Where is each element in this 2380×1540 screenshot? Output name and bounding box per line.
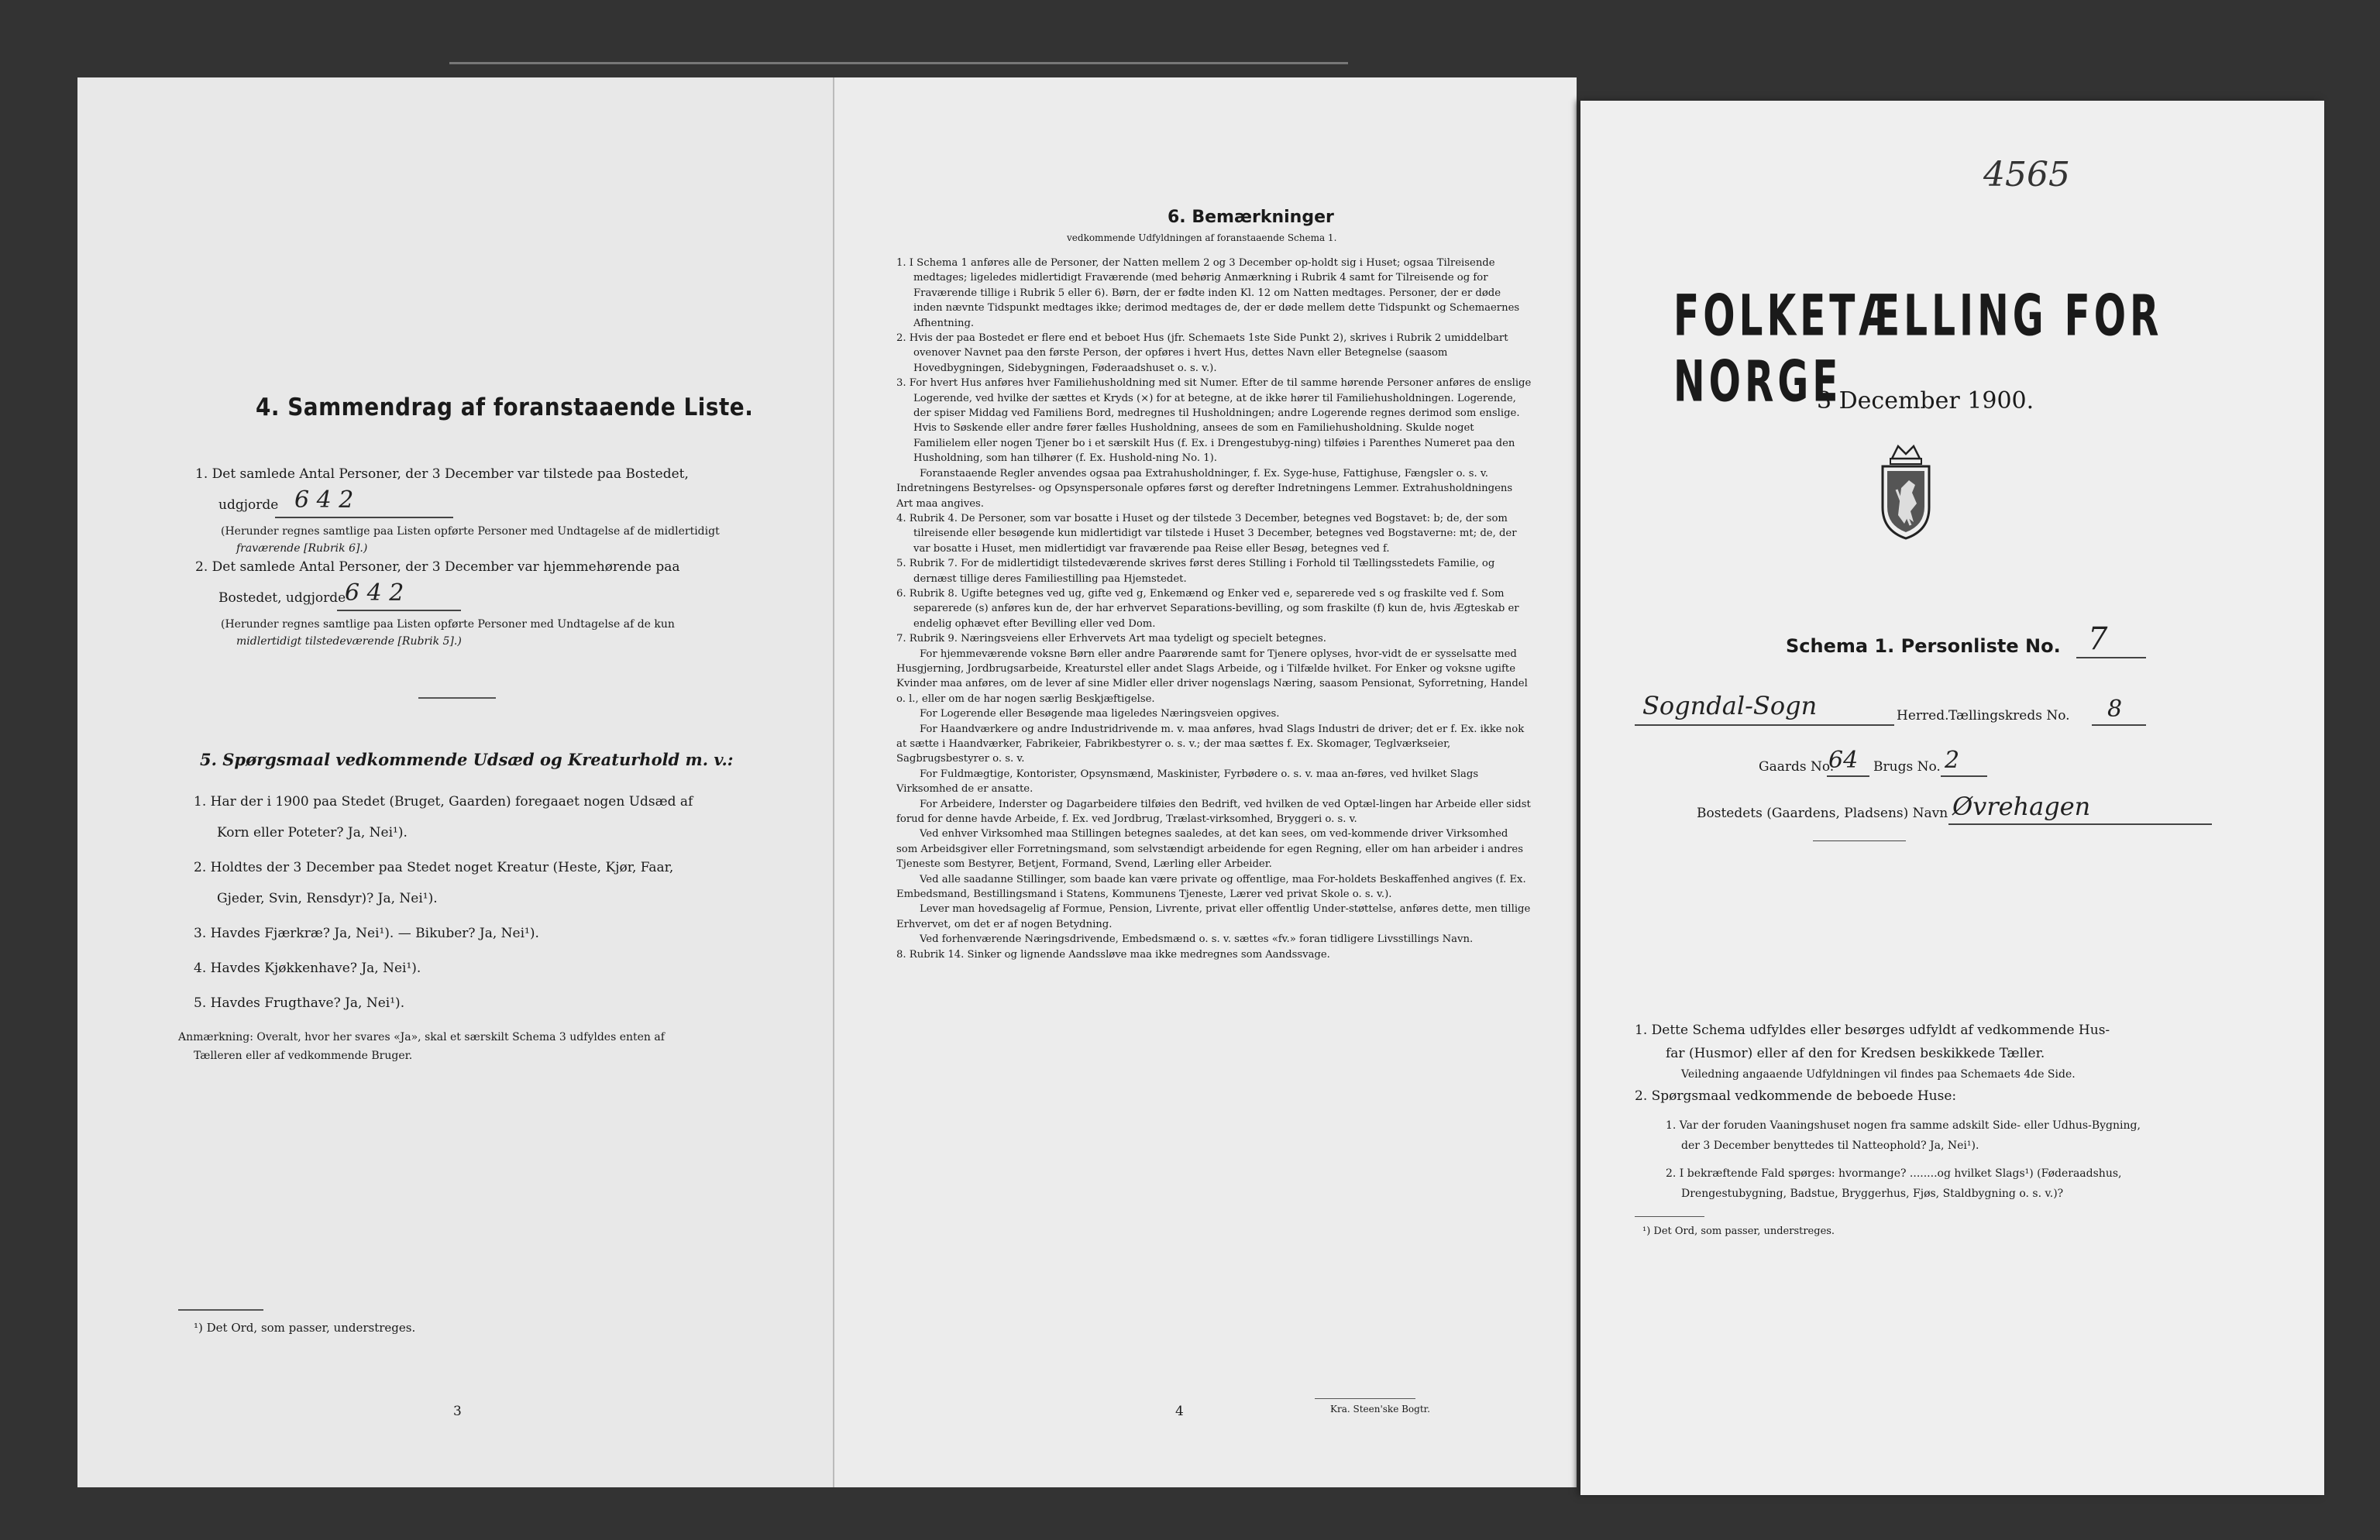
rule-paragraph: 6. Rubrik 8. Ugifte betegnes ved ug, gifte ved g, Enkemænd og Enker ved e, separerede ved s og fraskilte ved f. Som separerede (s) anføres kun de, der har erhvervet Separations-bevilling, og som fraskilte (f) kun de, hvis Ægteskab er endelig ophævet efter Bevilling eller ved Dom.	[896, 587, 1519, 630]
rule-paragraph: Ved forhenværende Næringsdrivende, Embedsmænd o. s. v. sættes «fv.» foran tidligere Livsstillings Navn.	[920, 933, 1474, 946]
summary-line-1b: udgjorde	[218, 497, 279, 513]
section-divider	[418, 697, 496, 699]
page-number: 4	[1175, 1404, 1184, 1419]
rule-paragraph: Ved enhver Virksomhed maa Stillingen betegnes saaledes, at det kan sees, om ved-kommende driver Virksomhed som Arbeidsgiver eller Forretningsmand, som selvstændigt arbeidende for egen Regning, eller om han arbeider i andres Tjeneste som Bestyrer, Betjent, Formand, Svend, Lærling eller Arbeider.	[896, 828, 1523, 871]
question-2b: Gjeder, Svin, Rensdyr)? Ja, Nei¹).	[217, 891, 438, 906]
footnote-divider	[1635, 1216, 1704, 1217]
footnote-divider	[178, 1309, 263, 1311]
rule-paragraph: For Arbeidere, Inderster og Dagarbeidere tilføies den Bedrift, ved hvilken de ved Optæl-lingen har Arbeide eller sidst forud for denne havde Arbeide, f. Ex. ved Jordbrug, Trælast-virksomhed, Bryggeri o. s. v.	[896, 798, 1531, 826]
present-count-handwritten: 6 4 2	[294, 486, 354, 514]
rule-paragraph: For Haandværkere og andre Industridrivende m. v. maa anføres, hvad Slags Industri de driver; det er f. Ex. ikke nok at sætte i Haandværker, Fabrikeier, Fabrikbestyrer o. s. v.; der maa sættes f. Ex. Skomager, Teglværkseier, Sagbrugsbestyrer o. s. v.	[896, 723, 1525, 765]
rule-paragraph: 8. Rubrik 14. Sinker og lignende Aandssløve maa ikke medregnes som Aandssvage.	[896, 948, 1330, 961]
kreds-handwritten: 8	[2107, 696, 2123, 723]
personliste-number-handwritten: 7	[2088, 621, 2108, 657]
fill-line	[1827, 775, 1869, 777]
summary-line-1: 1. Det samlede Antal Personer, der 3 December var tilstede paa Bostedet,	[195, 466, 689, 482]
question-5: 5. Havdes Frugthave? Ja, Nei¹).	[194, 995, 405, 1011]
fill-line	[1813, 840, 1906, 841]
fill-line	[1635, 724, 1894, 726]
fill-line	[2092, 724, 2146, 726]
summary-note-1a: (Herunder regnes samtlige paa Listen opførte Personer med Undtagelse af de midlertidigt	[221, 525, 720, 538]
kreds-label: Tællingskreds No.	[1948, 708, 2070, 724]
page-3-summary	[77, 77, 833, 1487]
page-number: 3	[453, 1404, 462, 1419]
rule-paragraph: For Fuldmægtige, Kontorister, Opsynsmænd, Maskinister, Fyrbødere o. s. v. maa an-føres, ved hvilket Slags Virksomhed de er ansatte.	[896, 768, 1479, 796]
remark-line-2: Tælleren eller af vedkommende Bruger.	[194, 1050, 413, 1062]
question-2a: 2. Holdtes der 3 December paa Stedet noget Kreatur (Heste, Kjør, Faar,	[194, 860, 674, 875]
remarks-text	[896, 256, 1532, 962]
brugs-handwritten: 2	[1945, 747, 1960, 774]
resident-count-handwritten: 6 4 2	[345, 579, 404, 607]
page-4-remarks	[833, 77, 1577, 1487]
herred-label: Herred.	[1897, 708, 1949, 724]
bosted-handwritten: Øvrehagen	[1952, 792, 2091, 821]
top-edge-line	[449, 62, 1348, 64]
rule-paragraph: 1. I Schema 1 anføres alle de Personer, der Natten mellem 2 og 3 December op-holdt sig i Huset; ogsaa Tilreisende medtages; ligeledes midlertidigt Fraværende (med behørig Anmærkning i Rubrik 4 samt for Tilreisende og for Fraværende tillige i Rubrik 5 eller 6). Børn, der er fødte inden Kl. 12 om Natten medtages. Personer, der er døde inden nævnte Tidspunkt medtages ikke; derimod medtages de, der er døde mellem dette Tidspunkt og Schemaernes Afhentning.	[896, 257, 1520, 329]
question-3: 3. Havdes Fjærkræ? Ja, Nei¹). — Bikuber? Ja, Nei¹).	[194, 926, 539, 941]
summary-note-2b: midlertidigt tilstedeværende [Rubrik 5].)	[236, 635, 462, 648]
instruction-2-2b: Drengestubygning, Badstue, Bryggerhus, Fjøs, Staldbygning o. s. v.)?	[1681, 1188, 2064, 1200]
fill-line	[275, 517, 453, 518]
heading-section-5: 5. Spørgsmaal vedkommende Udsæd og Kreaturhold m. v.:	[200, 750, 734, 769]
footnote: ¹) Det Ord, som passer, understreges.	[1642, 1225, 1835, 1237]
rule-paragraph: 3. For hvert Hus anføres hver Familiehusholdning med sit Numer. Efter de til samme hørende Personer anføres de enslige Logerende, ved hvilke der sættes et Kryds (×) for at betegne, at de ikke hører til Familiehusholdningen. Logerende, der spiser Middag ved Familiens Bord, medregnes til Husholdningen; andre Logerende regnes derimod som enslige. Hvis to Søskende eller andre fører fælles Husholdning, ansees de som en Familiehusholdning. Skulde noget Familielem eller nogen Tjener bo i et særskilt Hus (f. Ex. i Drengestubyg-ning) tilføies i Parenthes Numeret paa den Husholdning, som han tilhører (f. Ex. Hushold-ning No. 1).	[896, 377, 1532, 465]
summary-note-1b: fraværende [Rubrik 6].)	[236, 542, 368, 555]
norwegian-coat-of-arms-icon	[1875, 442, 1937, 542]
herred-handwritten: Sogndal-Sogn	[1642, 691, 1818, 720]
rule-paragraph: Ved alle saadanne Stillinger, som baade kan være private og offentlige, maa For-holdets Beskaffenhed angives (f. Ex. Embedsmand, Bestillingsmand i Statens, Kommunens Tjeneste, Lærer ved privat Skole o. s. v.).	[896, 873, 1526, 901]
fill-line	[1948, 823, 2212, 825]
rule-paragraph: 4. Rubrik 4. De Personer, som var bosatte i Huset og der tilstede 3 December, betegnes ved Bogstavet: b; de, der som tilreisende eller besøgende kun midlertidigt var tilstede i Huset 3 December, betegnes ved Bogstaverne: mt; de, der var bosatte i Huset, men midlertidigt var fraværende paa Reise eller Besøg, betegnes ved f.	[896, 512, 1517, 555]
footnote: ¹) Det Ord, som passer, understreges.	[194, 1321, 416, 1335]
instruction-2-2a: 2. I bekræftende Fald spørges: hvormange? ........og hvilket Slags¹) (Føderaadshus,	[1666, 1167, 2122, 1180]
rule-paragraph: For hjemmeværende voksne Børn eller andre Paarørende samt for Tjenere oplyses, hvor-vidt de er sysselsatte med Husgjerning, Jordbrugsarbeide, Kreaturstel eller andet Slags Arbeide, og i Tilfælde hvilket. For Enker og voksne ugifte Kvinder maa anføres, om de lever af sine Midler eller driver nogenslags Næring, saasom Pensionat, Syforretning, Handel o. l., eller om de har nogen særlig Beskjæftigelse.	[896, 648, 1528, 705]
instruction-1b: far (Husmor) eller af den for Kredsen beskikkede Tæller.	[1666, 1046, 2045, 1061]
fill-line	[2076, 657, 2146, 658]
summary-note-2a: (Herunder regnes samtlige paa Listen opførte Personer med Undtagelse af de kun	[221, 618, 675, 631]
remark-line-1: Anmærkning: Overalt, hvor her svares «Ja», skal et særskilt Schema 3 udfyldes enten af	[178, 1031, 665, 1043]
fill-line	[337, 610, 461, 611]
rule-paragraph: Foranstaaende Regler anvendes ogsaa paa Extrahusholdninger, f. Ex. Syge-huse, Fattighuse, Fængsler o. s. v. Indretningens Bestyrelses- og Opsynspersonale opføres først og derefter Indretningens Lemmer. Extrahusholdningens Art maa angives.	[896, 467, 1513, 510]
question-4: 4. Havdes Kjøkkenhave? Ja, Nei¹).	[194, 961, 421, 976]
rule-paragraph: 7. Rubrik 9. Næringsveiens eller Erhvervets Art maa tydeligt og specielt betegnes.	[896, 633, 1326, 645]
instruction-2-1a: 1. Var der foruden Vaaningshuset nogen fra samme adskilt Side- eller Udhus-Bygning,	[1666, 1119, 2141, 1132]
instruction-1c: Veiledning angaaende Udfyldningen vil findes paa Schemaets 4de Side.	[1681, 1068, 2076, 1081]
schema-label: Schema 1. Personliste No.	[1786, 635, 2061, 657]
gaards-handwritten: 64	[1828, 747, 1859, 774]
summary-line-2: 2. Det samlede Antal Personer, der 3 December var hjemmehørende paa	[195, 559, 680, 575]
page-title: FOLKETÆLLING FOR NORGE	[1673, 283, 2163, 415]
instruction-2: 2. Spørgsmaal vedkommende de beboede Huse:	[1635, 1088, 1957, 1104]
rule-paragraph: 5. Rubrik 7. For de midlertidigt tilstedeværende skrives først deres Stilling i Forhold til Tællingsstedets Familie, og dernæst tillige deres Familiestilling paa Hjemstedet.	[896, 558, 1495, 585]
title-page	[1580, 101, 2324, 1495]
instruction-2-1b: der 3 December benyttedes til Natteophold? Ja, Nei¹).	[1681, 1140, 1979, 1152]
printer-divider	[1315, 1398, 1415, 1399]
archive-number-handwritten: 4565	[1983, 155, 2070, 194]
gaards-label: Gaards No.	[1759, 759, 1835, 775]
printer-credit: Kra. Steen'ske Bogtr.	[1330, 1404, 1430, 1415]
rule-paragraph: Lever man hovedsagelig af Formue, Pension, Livrente, privat eller offentlig Under-støttelse, anføres dette, men tillige Erhvervet, om det er af nogen Betydning.	[896, 903, 1531, 930]
instruction-1a: 1. Dette Schema udfyldes eller besørges udfyldt af vedkommende Hus-	[1635, 1023, 2110, 1038]
fill-line	[1941, 775, 1987, 777]
brugs-label: Brugs No.	[1873, 759, 1941, 775]
bosted-label: Bostedets (Gaardens, Pladsens) Navn	[1697, 806, 1948, 821]
rule-paragraph: For Logerende eller Besøgende maa ligeledes Næringsveien opgives.	[920, 708, 1280, 720]
question-1b: Korn eller Poteter? Ja, Nei¹).	[217, 825, 408, 840]
census-date: 3 December 1900.	[1817, 387, 2034, 414]
summary-line-2b: Bostedet, udgjorde	[218, 590, 346, 606]
heading-section-6: 6. Bemærkninger	[1168, 208, 1334, 227]
subheading-section-6: vedkommende Udfyldningen af foranstaaende Schema 1.	[1067, 232, 1337, 243]
rule-paragraph: 2. Hvis der paa Bostedet er flere end et beboet Hus (jfr. Schemaets 1ste Side Punkt 2), skrives i Rubrik 2 umiddelbart ovenover Navnet paa den første Person, der opføres i hvert Hus, dettes Navn eller Betegnelse (saasom Hovedbygningen, Sidebygningen, Føderaadshuset o. s. v.).	[896, 332, 1508, 374]
heading-section-4: 4. Sammendrag af foranstaaende Liste.	[256, 394, 754, 421]
question-1a: 1. Har der i 1900 paa Stedet (Bruget, Gaarden) foregaaet nogen Udsæd af	[194, 794, 693, 810]
